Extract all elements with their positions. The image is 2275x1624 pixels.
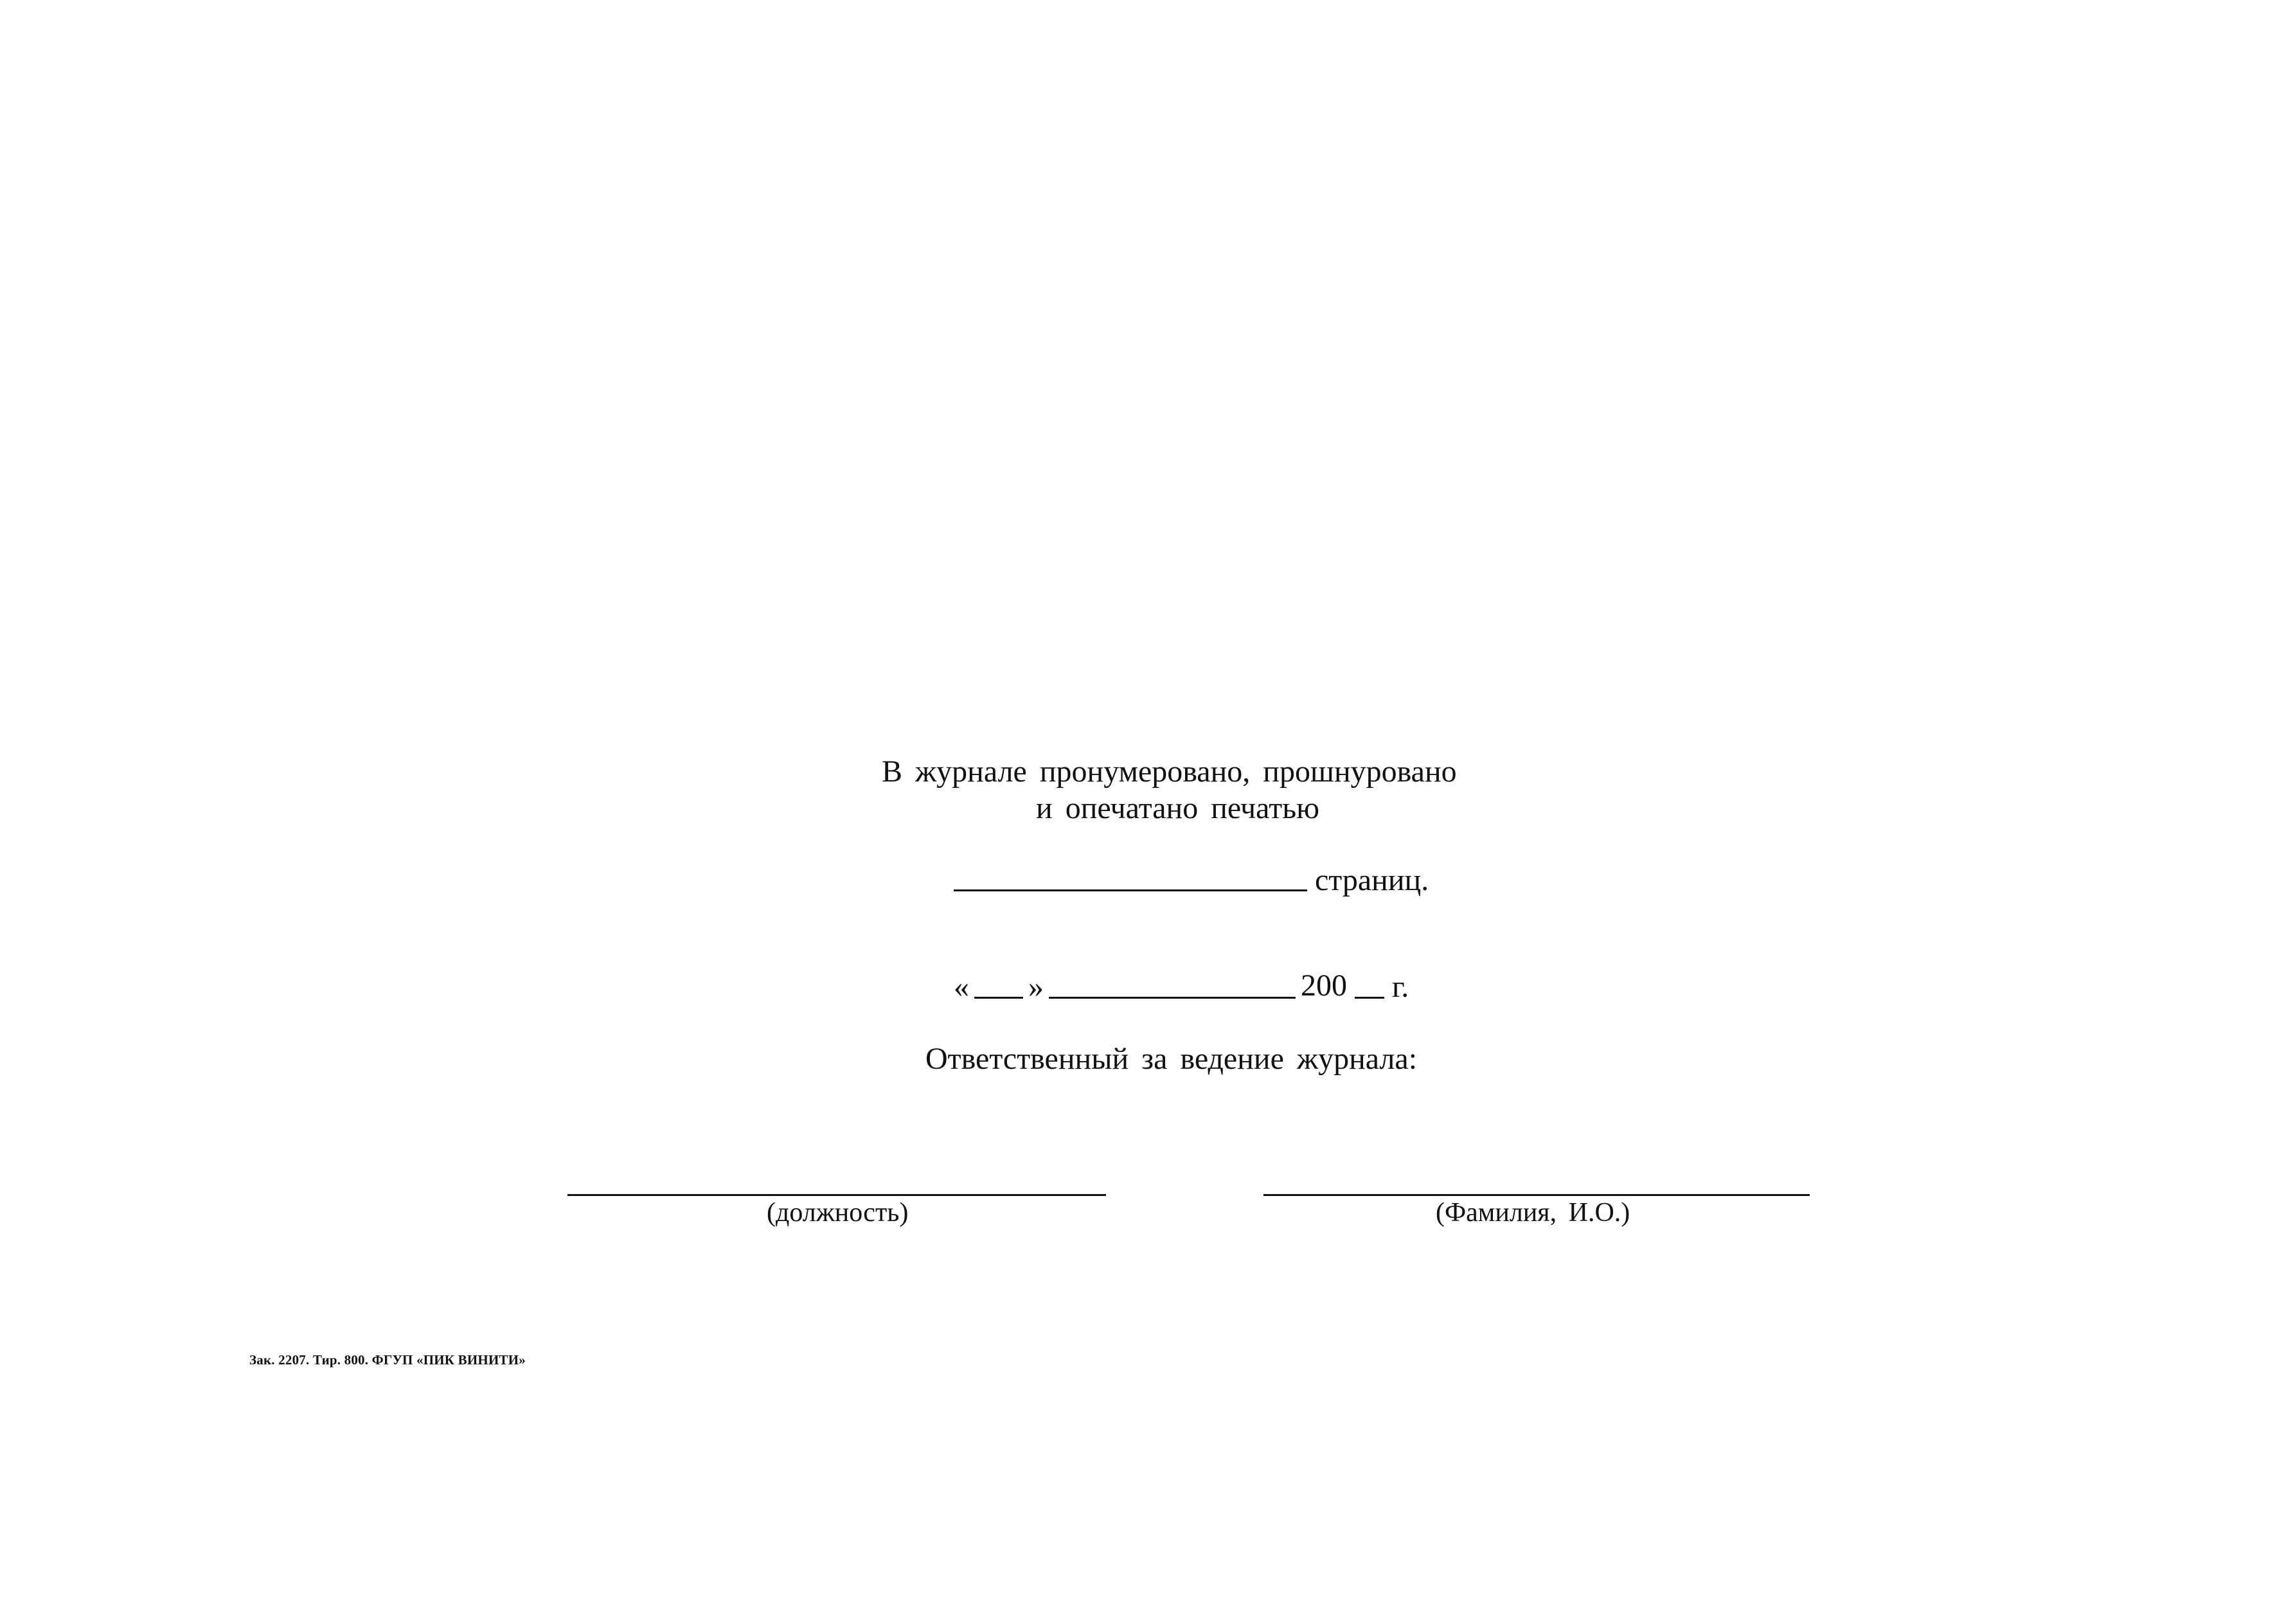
position-caption: (должность): [767, 1198, 909, 1227]
print-imprint: Зак. 2207. Тир. 800. ФГУП «ПИК ВИНИТИ»: [249, 1352, 526, 1368]
date-year-blank[interactable]: [1355, 997, 1384, 999]
name-blank[interactable]: [1263, 1194, 1810, 1196]
pages-suffix: страниц.: [1315, 863, 1429, 897]
responsible-label: Ответственный за ведение журнала:: [925, 1042, 1418, 1076]
certificate-line-1: В журнале пронумеровано, прошнуровано: [882, 754, 1457, 789]
certificate-line-2: и опечатано печатью: [1036, 791, 1319, 825]
date-year-prefix: 200: [1301, 968, 1347, 1003]
date-close-quote: »: [1028, 970, 1044, 1004]
date-day-blank[interactable]: [974, 997, 1023, 999]
pages-count-blank[interactable]: [954, 889, 1307, 891]
name-caption: (Фамилия, И.О.): [1436, 1198, 1630, 1227]
date-month-blank[interactable]: [1049, 997, 1296, 999]
date-year-suffix: г.: [1392, 970, 1409, 1004]
position-blank[interactable]: [567, 1194, 1106, 1196]
date-open-quote: «: [954, 970, 969, 1004]
